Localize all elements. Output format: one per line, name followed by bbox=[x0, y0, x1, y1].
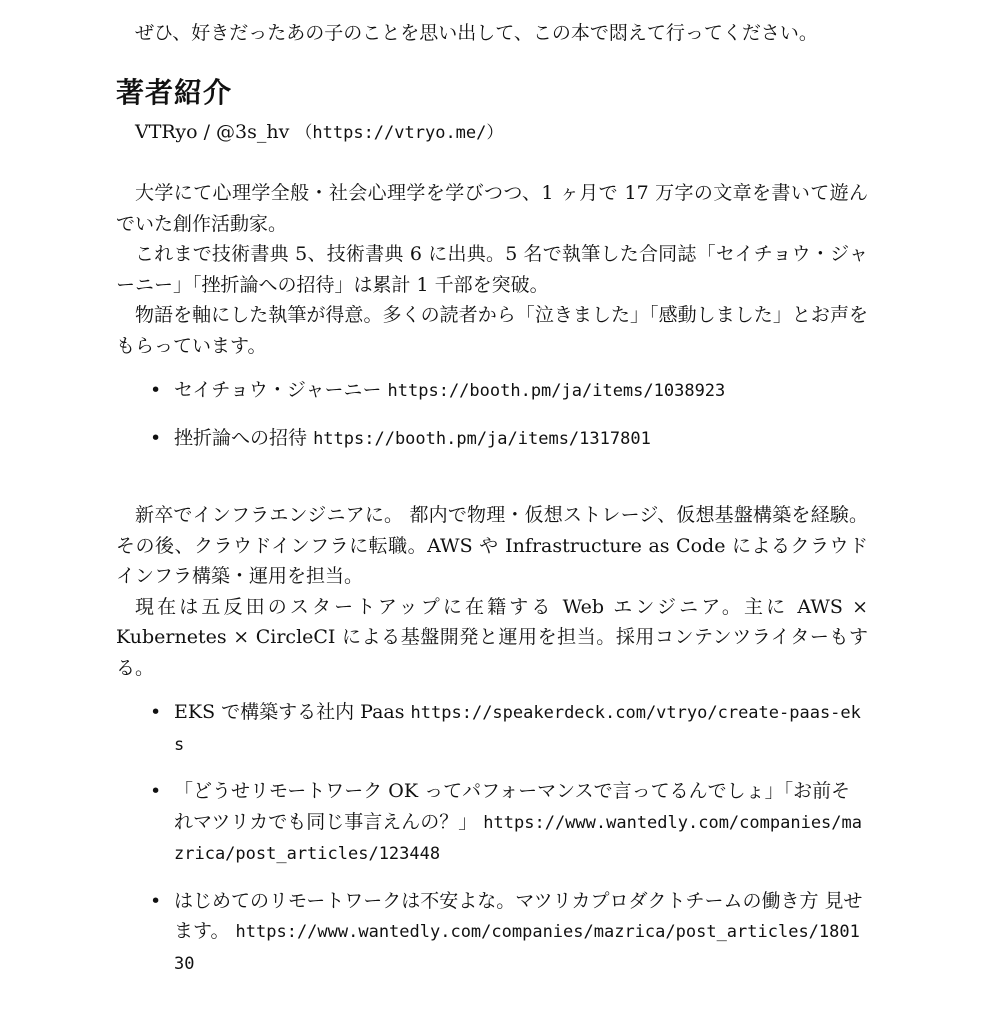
document-page bbox=[116, 18, 868, 995]
bio1-paragraph-1: 大学にて心理学全般・社会心理学を学びつつ、1 ヶ月で 17 万字の文章を書いて遊んでいた創作活動家。 bbox=[116, 182, 868, 235]
bullet-icon: • bbox=[150, 379, 162, 401]
bio1-paragraph-3: 物語を軸にした執筆が得意。多くの読者から「泣きました」「感動しました」とお声をもらっています。 bbox=[116, 304, 868, 357]
link-text: 「どうせリモートワーク OK ってパフォーマンスで言ってるんでしょ」「お前それマツリカでも同じ事言えんの？」 bbox=[174, 780, 851, 833]
bio2-paragraph-1: 新卒でインフラエンジニアに。 都内で物理・仮想ストレージ、仮想基盤構築を経験。その後、クラウドインフラに転職。AWS や Infrastructure as Code によるクラウドインフラ構築・運用を担当。 bbox=[116, 504, 868, 587]
link-text: 挫折論への招待 bbox=[174, 426, 308, 449]
link-text: はじめてのリモートワークは不安よな。マツリカプロダクトチームの働き方 見せます。 bbox=[174, 889, 863, 942]
list-item bbox=[150, 776, 868, 870]
list-item bbox=[150, 423, 868, 455]
bio1-paragraph-2: これまで技術書典 5、技術書典 6 に出典。5 名で執筆した合同誌「セイチョウ・ジャーニー」「挫折論への招待」は累計 1 千部を突破。 bbox=[116, 243, 868, 296]
list-item bbox=[150, 697, 868, 760]
author-line bbox=[116, 117, 868, 149]
link-text: EKS で構築する社内 Paas bbox=[174, 701, 405, 723]
list-item bbox=[150, 886, 868, 980]
bio2-link-list bbox=[116, 697, 868, 979]
intro-closing-paragraph: ぜひ、好きだったあの子のことを思い出して、この本で悶えて行ってください。 bbox=[135, 22, 818, 44]
bullet-icon: • bbox=[150, 780, 162, 802]
list-item bbox=[150, 375, 868, 407]
author-url[interactable]: （https://vtryo.me/） bbox=[295, 122, 504, 143]
link-url[interactable]: https://booth.pm/ja/items/1317801 bbox=[313, 428, 651, 449]
section-title: 著者紹介 bbox=[116, 75, 233, 109]
link-text: セイチョウ・ジャーニー bbox=[174, 379, 382, 401]
spacer bbox=[116, 470, 868, 500]
bullet-icon: • bbox=[150, 889, 162, 912]
link-url[interactable]: https://www.wantedly.com/companies/mazrica/post_articles/123448 bbox=[174, 812, 862, 864]
bio1-link-list bbox=[116, 375, 868, 454]
bullet-icon: • bbox=[150, 701, 162, 723]
link-url[interactable]: https://booth.pm/ja/items/1038923 bbox=[387, 381, 726, 401]
bullet-icon: • bbox=[150, 426, 162, 449]
link-url[interactable]: https://speakerdeck.com/vtryo/create-paas-eks bbox=[174, 703, 861, 755]
link-url[interactable]: https://www.wantedly.com/companies/mazrica/post_articles/180130 bbox=[174, 922, 860, 974]
author-name: VTRyo / @3s_hv bbox=[135, 120, 290, 143]
bio2-paragraph-2: 現在は五反田のスタートアップに在籍する Web エンジニア。主に AWS × Kubernetes × CircleCI による基盤開発と運用を担当。採用コンテンツライターもする。 bbox=[116, 595, 868, 679]
